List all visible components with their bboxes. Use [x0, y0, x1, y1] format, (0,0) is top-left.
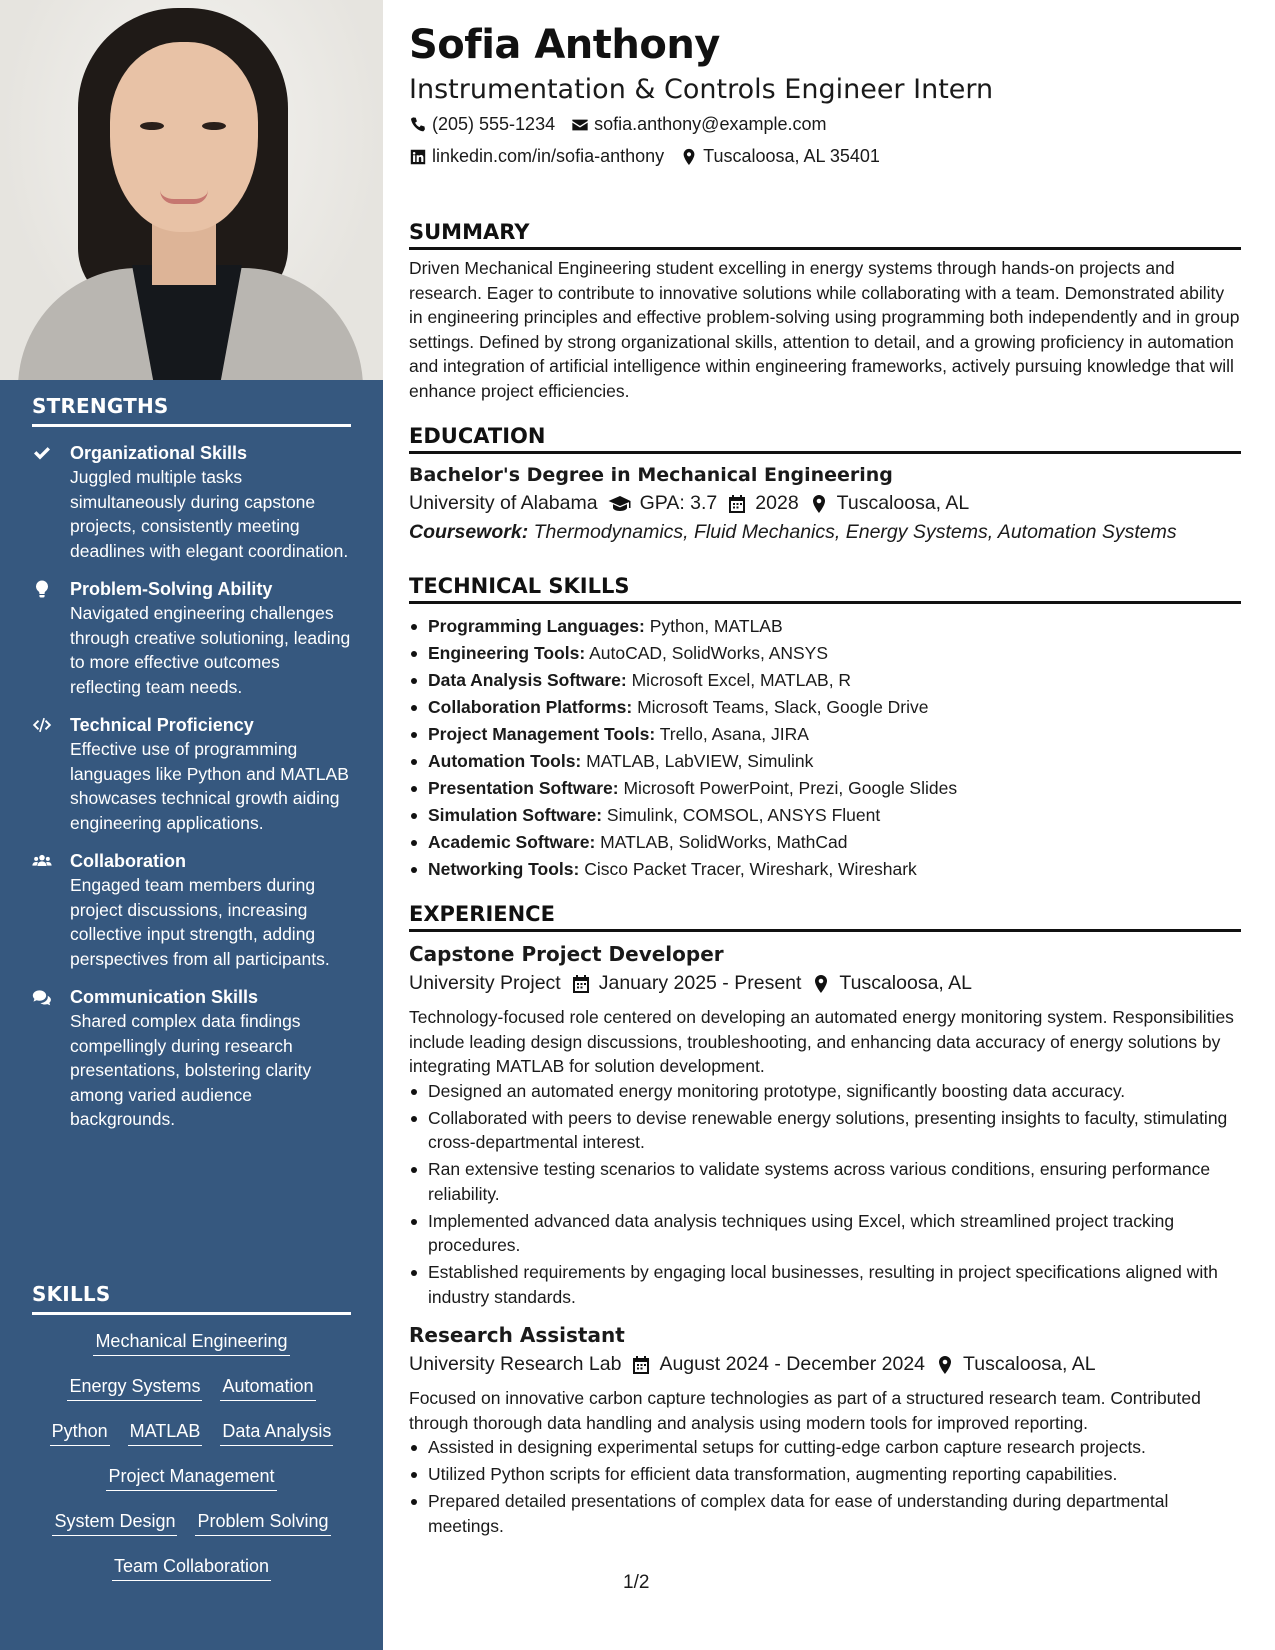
skill-category: Engineering Tools:: [428, 643, 586, 663]
skill-values: Cisco Packet Tracer, Wireshark, Wireshark: [584, 859, 917, 879]
list-item: [409, 668, 1241, 693]
job-meta: [409, 1353, 1241, 1376]
job-description: Focused on innovative carbon capture technologies as part of a structured research team. Contributed through thorough data handling and analysis using modern tools for improved reporting.: [409, 1388, 1201, 1433]
skill-tag: Python: [50, 1419, 110, 1446]
skill-category: Collaboration Platforms:: [428, 697, 633, 717]
list-item: Designed an automated energy monitoring prototype, significantly boosting data accuracy.: [409, 1079, 1241, 1104]
skill-tag: Automation: [220, 1374, 315, 1401]
job-location: Tuscaloosa, AL: [839, 972, 973, 994]
graduation-cap-icon: [608, 494, 632, 514]
education-heading: EDUCATION: [409, 424, 1241, 454]
skill-category: Networking Tools:: [428, 859, 580, 879]
skill-category: Academic Software:: [428, 832, 596, 852]
map-pin-icon: [809, 494, 829, 514]
coursework-list: Thermodynamics, Fluid Mechanics, Energy Systems, Automation Systems: [533, 521, 1177, 543]
strength-title: Technical Proficiency: [70, 715, 254, 735]
graduation-year: 2028: [755, 492, 799, 514]
strength-title: Organizational Skills: [70, 443, 248, 463]
job-dates: August 2024 - December 2024: [659, 1353, 926, 1375]
comments-icon: [32, 987, 52, 1007]
skill-tag: System Design: [52, 1509, 177, 1536]
list-item: Implemented advanced data analysis techniques using Excel, which streamlined project tracking procedures.: [409, 1209, 1241, 1258]
check-icon: [32, 443, 52, 463]
job-org: University Research Lab: [409, 1353, 622, 1375]
job-meta: [409, 972, 1241, 995]
strength-item: [32, 577, 351, 699]
page-number: 1/2: [623, 1572, 650, 1593]
map-pin-icon: [935, 1355, 955, 1375]
list-item: Collaborated with peers to devise renewable energy solutions, presenting insights to faculty, stimulating cross-departmental interest.: [409, 1106, 1241, 1155]
coursework: [409, 521, 1241, 544]
job-title: Research Assistant: [409, 1323, 625, 1347]
job-description: Technology-focused role centered on developing an automated energy monitoring system. Responsibilities include leading design discussions, troubleshooting, and enhancing data accuracy of energy solutions by integrating MATLAB for solution development.: [409, 1007, 1234, 1076]
list-item: [409, 695, 1241, 720]
education-location: Tuscaloosa, AL: [836, 492, 970, 514]
list-item: [409, 803, 1241, 828]
strength-desc: Navigated engineering challenges through creative solutioning, leading to more effective outcomes reflecting team needs.: [70, 603, 351, 697]
skill-category: Project Management Tools:: [428, 724, 656, 744]
calendar-icon: [571, 974, 591, 994]
strength-title: Problem-Solving Ability: [70, 579, 273, 599]
strength-desc: Shared complex data findings compellingly during research presentations, bolstering clarity among varied audience backgrounds.: [70, 1011, 312, 1129]
list-item: [409, 722, 1241, 747]
skill-tag: Data Analysis: [220, 1419, 333, 1446]
calendar-icon: [631, 1355, 651, 1375]
school-name: University of Alabama: [409, 492, 598, 514]
technical-skills-section: [409, 574, 1241, 884]
list-item: [409, 857, 1241, 882]
skill-values: Trello, Asana, JIRA: [659, 724, 809, 744]
skills-section: [32, 1282, 351, 1599]
skill-category: Simulation Software:: [428, 805, 603, 825]
strength-title: Communication Skills: [70, 987, 259, 1007]
linkedin-link[interactable]: linkedin.com/in/sofia-anthony: [432, 146, 665, 166]
job-location: Tuscaloosa, AL: [963, 1353, 1096, 1375]
technical-skills-heading: TECHNICAL SKILLS: [409, 574, 1241, 604]
skill-values: Simulink, COMSOL, ANSYS Fluent: [606, 805, 881, 825]
skill-tag: Energy Systems: [67, 1374, 202, 1401]
strength-item: [32, 441, 351, 563]
contact-row: [409, 114, 827, 135]
list-item: Assisted in designing experimental setups for cutting-edge carbon capture research projects.: [409, 1435, 1241, 1460]
skill-tag: Team Collaboration: [112, 1554, 271, 1581]
strength-desc: Juggled multiple tasks simultaneously during capstone projects, consistently meeting deadlines with elegant coordination.: [70, 467, 349, 561]
skill-category: Data Analysis Software:: [428, 670, 627, 690]
envelope-icon: [571, 116, 589, 134]
location-text: Tuscaloosa, AL 35401: [703, 146, 880, 166]
job-title: Capstone Project Developer: [409, 942, 724, 966]
skill-tag: Problem Solving: [195, 1509, 330, 1536]
map-pin-icon: [811, 974, 831, 994]
list-item: [409, 749, 1241, 774]
job-org: University Project: [409, 972, 561, 994]
summary-section: [409, 220, 1241, 403]
candidate-title: Instrumentation & Controls Engineer Intern: [409, 74, 994, 105]
list-item: [409, 641, 1241, 666]
strength-item: [32, 713, 351, 835]
skill-values: Microsoft Teams, Slack, Google Drive: [637, 697, 929, 717]
skill-tag: MATLAB: [128, 1419, 203, 1446]
skill-values: MATLAB, LabVIEW, Simulink: [586, 751, 814, 771]
map-pin-icon: [680, 148, 698, 166]
skill-category: Automation Tools:: [428, 751, 582, 771]
linkedin-icon: [409, 148, 427, 166]
skill-values: MATLAB, SolidWorks, MathCad: [600, 832, 848, 852]
email-link[interactable]: sofia.anthony@example.com: [594, 114, 827, 134]
summary-heading: SUMMARY: [409, 220, 1241, 250]
job-entry: [409, 942, 1241, 1309]
phone-number[interactable]: (205) 555-1234: [432, 114, 556, 134]
list-item: Ran extensive testing scenarios to validate systems across various conditions, ensuring performance reliability.: [409, 1157, 1241, 1206]
candidate-name: Sofia Anthony: [409, 22, 720, 68]
job-entry: [409, 1323, 1241, 1538]
skill-category: Presentation Software:: [428, 778, 619, 798]
skill-tag: Mechanical Engineering: [93, 1329, 289, 1356]
summary-text: Driven Mechanical Engineering student excelling in energy systems through hands-on projects and research. Eager to contribute to innovative solutions while collaborating with a team. Demonstrated ability in engineering principles and effective problem-solving using programming both independently and in group settings. Defined by strong organizational skills, attention to detail, and a growing proficiency in automation and integration of artificial intelligence within engineering frameworks, actively pursuing knowledge that will enhance project efficiencies.: [409, 258, 1240, 401]
lightbulb-icon: [32, 579, 52, 599]
strengths-section: [32, 394, 351, 1132]
education-meta: [409, 492, 1241, 515]
code-icon: [32, 715, 52, 735]
strengths-heading: STRENGTHS: [32, 394, 351, 427]
strength-title: Collaboration: [70, 851, 186, 871]
skills-heading: SKILLS: [32, 1282, 351, 1315]
list-item: Utilized Python scripts for efficient data transformation, augmenting reporting capabilities.: [409, 1462, 1241, 1487]
strength-item: [32, 985, 351, 1132]
gpa-text: GPA: 3.7: [639, 492, 718, 514]
education-section: [409, 424, 1241, 544]
list-item: Established requirements by engaging local businesses, resulting in project specifications aligned with industry standards.: [409, 1260, 1241, 1309]
users-icon: [32, 851, 52, 871]
list-item: [409, 614, 1241, 639]
sidebar: [0, 0, 383, 1650]
coursework-label: Coursework:: [409, 521, 529, 543]
job-dates: January 2025 - Present: [598, 972, 802, 994]
skill-values: Python, MATLAB: [649, 616, 783, 636]
experience-heading: EXPERIENCE: [409, 902, 1241, 932]
profile-photo: [0, 0, 383, 380]
skill-values: AutoCAD, SolidWorks, ANSYS: [589, 643, 829, 663]
skill-category: Programming Languages:: [428, 616, 645, 636]
degree-title: Bachelor's Degree in Mechanical Engineering: [409, 464, 893, 486]
strength-desc: Effective use of programming languages like Python and MATLAB showcases technical growth aiding engineering applications.: [70, 739, 349, 833]
skill-values: Microsoft Excel, MATLAB, R: [631, 670, 852, 690]
list-item: [409, 776, 1241, 801]
experience-section: [409, 902, 1241, 1541]
calendar-icon: [727, 494, 747, 514]
contact-row: [409, 146, 880, 167]
strength-desc: Engaged team members during project discussions, increasing collective input strength, adding perspectives from all participants.: [70, 875, 330, 969]
list-item: Prepared detailed presentations of complex data for ease of understanding during departmental meetings.: [409, 1489, 1241, 1538]
skill-values: Microsoft PowerPoint, Prezi, Google Slides: [623, 778, 958, 798]
strength-item: [32, 849, 351, 971]
phone-icon: [409, 116, 427, 134]
list-item: [409, 830, 1241, 855]
skill-tag: Project Management: [106, 1464, 276, 1491]
